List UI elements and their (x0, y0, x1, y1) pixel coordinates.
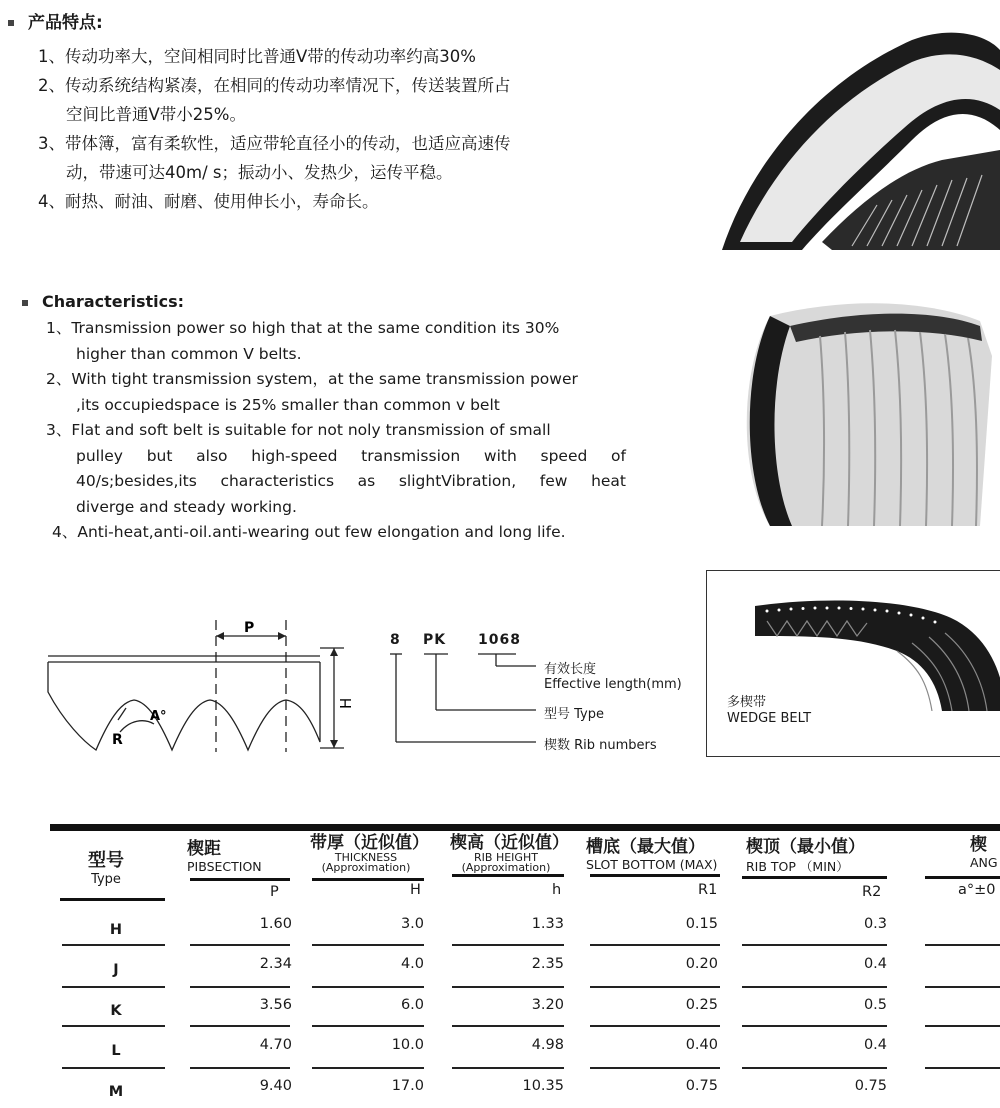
header-divider (452, 874, 564, 877)
row-divider (925, 1067, 1000, 1069)
en-heading: Characteristics: (22, 292, 184, 311)
height-label: H (337, 697, 355, 709)
en-item-4: 4、Anti-heat,anti-oil.anti-wearing out few elongation and long life. (52, 523, 566, 541)
header-divider (60, 898, 165, 901)
legend-ribs: 楔数 Rib numbers (544, 738, 657, 753)
rib-profile-diagram (44, 612, 364, 762)
en-item-2-cont: ,its occupiedspace is 25% smaller than common v belt (76, 395, 500, 414)
wedge-belt-image (747, 581, 1000, 711)
table-cell-rib: 2.35 (531, 956, 564, 972)
en-item-1-cont: higher than common V belts. (76, 344, 302, 363)
header-divider (925, 876, 1000, 879)
bullet-square-icon (8, 20, 14, 26)
row-divider (62, 986, 165, 988)
header-rib-height: 楔高（近似值） RIB HEIGHT (Approximation) (450, 833, 569, 874)
cn-item-2-cont: 空间比普通V带小25%。 (66, 105, 246, 124)
legend-length-cn: 有效长度 (544, 662, 597, 677)
table-cell-rib: 3.20 (531, 997, 564, 1013)
table-cell-h: 3.0 (400, 916, 424, 932)
table-cell-type: K (110, 1003, 122, 1019)
row-divider (742, 1067, 887, 1069)
table-cell-r1: 0.25 (685, 997, 718, 1013)
cn-item-3-cont: 动，带速可达40m/ s；振动小、发热少，运传平稳。 (66, 163, 453, 182)
table-cell-r2: 0.4 (863, 956, 887, 972)
header-angle: 楔 ANG (970, 835, 998, 870)
header-thickness: 带厚（近似值） THICKNESS (Approximation) (310, 833, 429, 874)
row-divider (312, 1025, 424, 1027)
belt-loop-image (712, 10, 1000, 260)
wedge-belt-label: 多楔带 WEDGE BELT (727, 695, 812, 726)
cn-heading: 产品特点: (8, 8, 103, 33)
row-divider (452, 1025, 564, 1027)
table-cell-type: M (108, 1084, 124, 1100)
table-cell-r1: 0.20 (685, 956, 718, 972)
header-rib-top: 楔顶（最小值） RIB TOP （MIN） (746, 837, 865, 874)
table-cell-r2: 0.3 (863, 916, 887, 932)
row-divider (62, 1067, 165, 1069)
row-divider (590, 1025, 720, 1027)
table-cell-rib: 1.33 (531, 916, 564, 932)
row-divider (452, 1067, 564, 1069)
sym-rib-h: h (552, 882, 562, 898)
belt-cross-section-image (730, 296, 1000, 536)
table-cell-p: 3.56 (259, 997, 292, 1013)
en-feature-list (46, 316, 626, 546)
table-cell-r2: 0.4 (863, 1037, 887, 1053)
sym-angle: a°±0 (958, 882, 996, 898)
code-ribs: 8 (390, 632, 401, 648)
legend-length-en: Effective length(mm) (544, 677, 682, 692)
sym-p: P (270, 884, 279, 900)
sym-h: H (410, 882, 421, 898)
header-divider (190, 878, 290, 881)
angle-label: A° (150, 709, 167, 724)
table-cell-h: 17.0 (391, 1078, 424, 1094)
code-legend-lines (386, 650, 546, 750)
header-type: 型号 Type (88, 850, 124, 887)
table-cell-p: 4.70 (259, 1037, 292, 1053)
row-divider (312, 944, 424, 946)
row-divider (312, 1067, 424, 1069)
row-divider (62, 944, 165, 946)
table-cell-type: J (113, 962, 119, 978)
header-divider (742, 876, 887, 879)
cn-feature-list (38, 42, 658, 216)
row-divider (742, 1025, 887, 1027)
table-cell-r1: 0.75 (685, 1078, 718, 1094)
radius-label: R (112, 732, 123, 748)
en-item-1: 1、Transmission power so high that at the same condition its 30% (46, 319, 560, 337)
table-cell-p: 2.34 (259, 956, 292, 972)
row-divider (742, 944, 887, 946)
table-cell-h: 6.0 (400, 997, 424, 1013)
cn-item-2: 2、传动系统结构紧凑，在相同的传动功率情况下，传送装置所占 (38, 76, 511, 95)
table-cell-p: 9.40 (259, 1078, 292, 1094)
row-divider (190, 944, 290, 946)
header-divider (590, 874, 720, 877)
sym-r1: R1 (698, 882, 718, 898)
en-item-3: 3、Flat and soft belt is suitable for not noly transmission of small (46, 421, 551, 439)
row-divider (190, 1067, 290, 1069)
sym-r2: R2 (862, 884, 882, 900)
cn-item-1: 1、传动功率大，空间相同时比普通V带的传动功率约高30% (38, 47, 476, 66)
header-divider (312, 878, 424, 881)
en-item-3-cont-2: 40/s;besides,its characteristics as slightVibration, few heat (76, 472, 626, 490)
table-cell-r2: 0.5 (863, 997, 887, 1013)
table-cell-type: L (111, 1043, 121, 1059)
header-pitch: 楔距 PIBSECTION (187, 839, 262, 874)
table-cell-h: 4.0 (400, 956, 424, 972)
table-cell-p: 1.60 (259, 916, 292, 932)
row-divider (925, 944, 1000, 946)
code-type: PK (423, 632, 447, 648)
row-divider (742, 986, 887, 988)
row-divider (590, 944, 720, 946)
table-cell-rib: 10.35 (522, 1078, 564, 1094)
cn-item-4: 4、耐热、耐油、耐磨、使用伸长小，寿命长。 (38, 192, 379, 211)
code-length: 1068 (478, 632, 521, 648)
wedge-belt-figure (706, 570, 1000, 757)
row-divider (452, 944, 564, 946)
legend-type: 型号 Type (544, 707, 604, 722)
en-item-3-cont-3: diverge and steady working. (76, 497, 297, 516)
table-cell-type: H (109, 922, 123, 938)
pitch-label: P (244, 620, 255, 636)
row-divider (62, 1025, 165, 1027)
table-cell-r2: 0.75 (854, 1078, 887, 1094)
row-divider (590, 986, 720, 988)
row-divider (312, 986, 424, 988)
en-item-2: 2、With tight transmission system，at the same transmission power (46, 370, 578, 388)
cn-item-3: 3、带体簿，富有柔软性，适应带轮直径小的传动，也适应高速传 (38, 134, 511, 153)
header-slot-bottom: 槽底（最大值） SLOT BOTTOM (MAX) (586, 837, 718, 872)
row-divider (452, 986, 564, 988)
row-divider (925, 1025, 1000, 1027)
row-divider (590, 1067, 720, 1069)
row-divider (925, 986, 1000, 988)
table-cell-r1: 0.40 (685, 1037, 718, 1053)
table-cell-h: 10.0 (391, 1037, 424, 1053)
row-divider (190, 986, 290, 988)
bullet-square-icon (22, 300, 28, 306)
en-item-3-cont-1: pulley but also high-speed transmission with speed of (76, 446, 626, 465)
table-cell-rib: 4.98 (531, 1037, 564, 1053)
table-cell-r1: 0.15 (685, 916, 718, 932)
row-divider (190, 1025, 290, 1027)
